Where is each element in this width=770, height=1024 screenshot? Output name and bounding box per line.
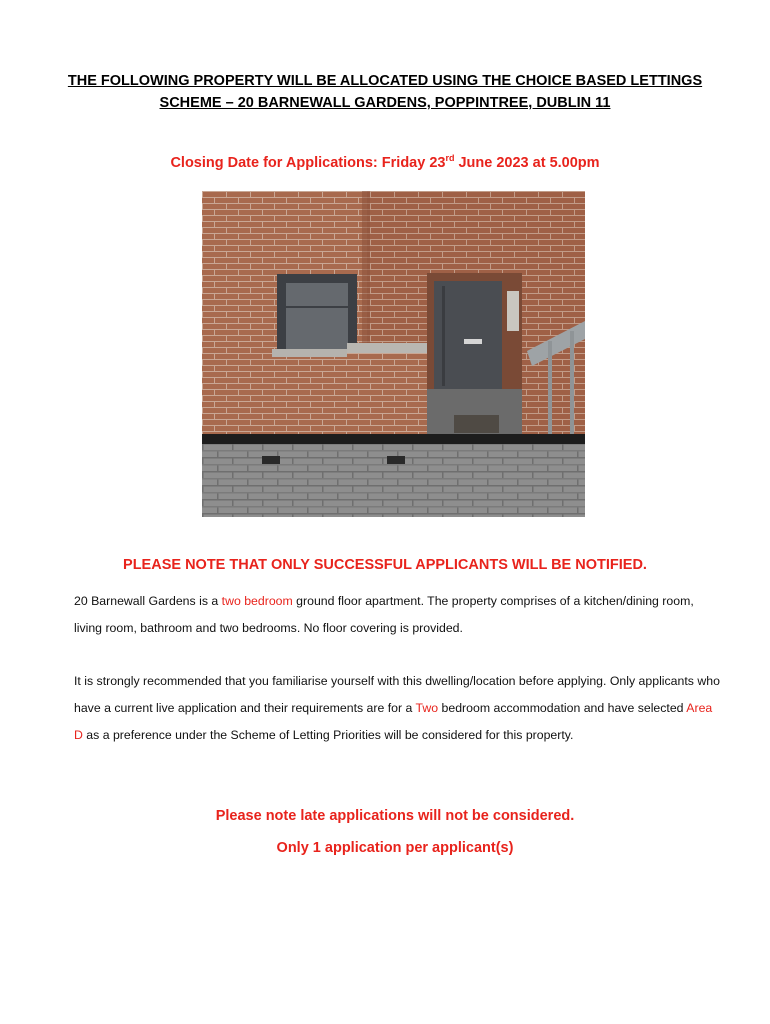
description-part-2: ground floor apartment. The property comprises of a kitchen/dining room, living room, bathroom and two bedrooms. No floor covering is provided. xyxy=(74,594,694,635)
eligibility-part-3: as a preference under the Scheme of Letting Priorities will be considered for this property. xyxy=(82,728,574,742)
bedroom-count-highlight: Two xyxy=(415,701,439,715)
notification-notice: PLEASE NOTE THAT ONLY SUCCESSFUL APPLICANTS WILL BE NOTIFIED. xyxy=(123,557,647,573)
property-photo xyxy=(202,191,585,517)
bedroom-highlight: two bedroom xyxy=(221,594,293,608)
closing-date-prefix: Closing Date for Applications: Friday 23 xyxy=(170,155,446,171)
closing-date-rest: June 2023 at 5.00pm xyxy=(454,155,600,171)
description-part-1: 20 Barnewall Gardens is a xyxy=(74,594,222,608)
closing-date-suffix: rd xyxy=(445,153,455,164)
eligibility-part-2: bedroom accommodation and have selected xyxy=(438,701,687,715)
closing-date xyxy=(40,152,730,174)
area-highlight: Area D xyxy=(74,701,713,742)
title-line-1: THE FOLLOWING PROPERTY WILL BE ALLOCATED USING THE CHOICE BASED LETTINGS xyxy=(67,73,703,89)
page-title xyxy=(40,70,730,114)
eligibility-paragraph xyxy=(74,668,724,749)
late-applications-note: Please note late applications will not be considered. xyxy=(215,808,575,824)
application-limit-note: Only 1 application per applicant(s) xyxy=(276,840,514,856)
property-description xyxy=(74,588,724,642)
eligibility-part-1: It is strongly recommended that you familiarise yourself with this dwelling/location before applying. Only applicants who have a current live application and their requirements are for a xyxy=(74,674,720,715)
title-line-2: SCHEME – 20 BARNEWALL GARDENS, POPPINTREE, DUBLIN 11 xyxy=(159,95,611,111)
